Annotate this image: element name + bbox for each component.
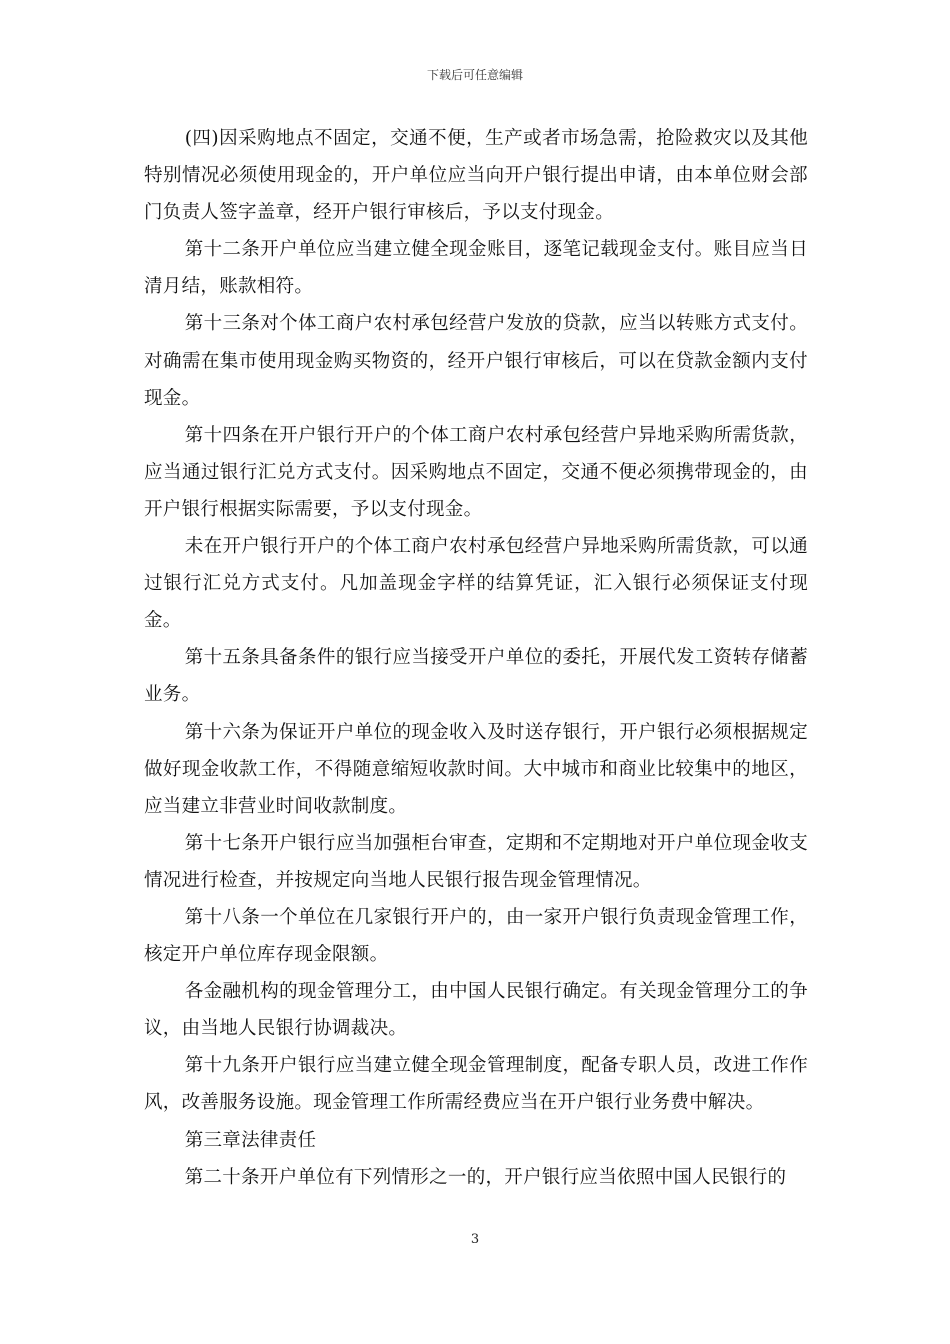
paragraph-article-19: 第十九条开户银行应当建立健全现金管理制度，配备专职人员，改进工作作风，改善服务设施。现金管理工作所需经费应当在开户银行业务费中解决。 [144, 1055, 808, 1114]
paragraph-article-14: 第十四条在开户银行开户的个体工商户农村承包经营户异地采购所需货款，应当通过银行汇兑方式支付。因采购地点不固定，交通不便必须携带现金的，由开户银行根据实际需要，予以支付现金。 [144, 424, 808, 520]
paragraph-article-17: 第十七条开户银行应当加强柜台审查，定期和不定期地对开户单位现金收支情况进行检查，并按规定向当地人民银行报告现金管理情况。 [144, 832, 808, 891]
paragraph-article-13: 第十三条对个体工商户农村承包经营户发放的贷款，应当以转账方式支付。对确需在集市使用现金购买物资的，经开户银行审核后，可以在贷款金额内支付现金。 [144, 313, 808, 409]
page-header: 下载后可任意编辑 [426, 68, 523, 82]
paragraph-article-12: 第十二条开户单位应当建立健全现金账目，逐笔记载现金支付。账目应当日清月结，账款相符。 [144, 239, 808, 298]
paragraph-article-16: 第十六条为保证开户单位的现金收入及时送存银行，开户银行必须根据规定做好现金收款工作，不得随意缩短收款时间。大中城市和商业比较集中的地区，应当建立非营业时间收款制度。 [144, 721, 808, 817]
paragraph-clause-11-item-4: (四)因采购地点不固定，交通不便，生产或者市场急需，抢险救灾以及其他特别情况必须使用现金的，开户单位应当向开户银行提出申请，由本单位财会部门负责人签字盖章，经开户银行审核后，予以支付现金。 [144, 128, 808, 224]
paragraph-article-18: 第十八条一个单位在几家银行开户的，由一家开户银行负责现金管理工作，核定开户单位库存现金限额。 [144, 906, 808, 966]
page-number: 3 [470, 1232, 480, 1247]
paragraph-article-18-part-2: 各金融机构的现金管理分工，由中国人民银行确定。有关现金管理分工的争议，由当地人民银行协调裁决。 [144, 981, 808, 1040]
paragraph-article-15: 第十五条具备条件的银行应当接受开户单位的委托，开展代发工资转存储蓄业务。 [144, 647, 808, 706]
chapter-heading: 第三章法律责任 [184, 1129, 317, 1151]
paragraph-article-14-part-2: 未在开户银行开户的个体工商户农村承包经营户异地采购所需货款，可以通过银行汇兑方式支付。凡加盖现金字样的结算凭证，汇入银行必须保证支付现金。 [144, 536, 808, 632]
paragraph-article-20: 第二十条开户单位有下列情形之一的，开户银行应当依照中国人民银行的 [184, 1166, 787, 1188]
document-body [144, 120, 808, 1196]
